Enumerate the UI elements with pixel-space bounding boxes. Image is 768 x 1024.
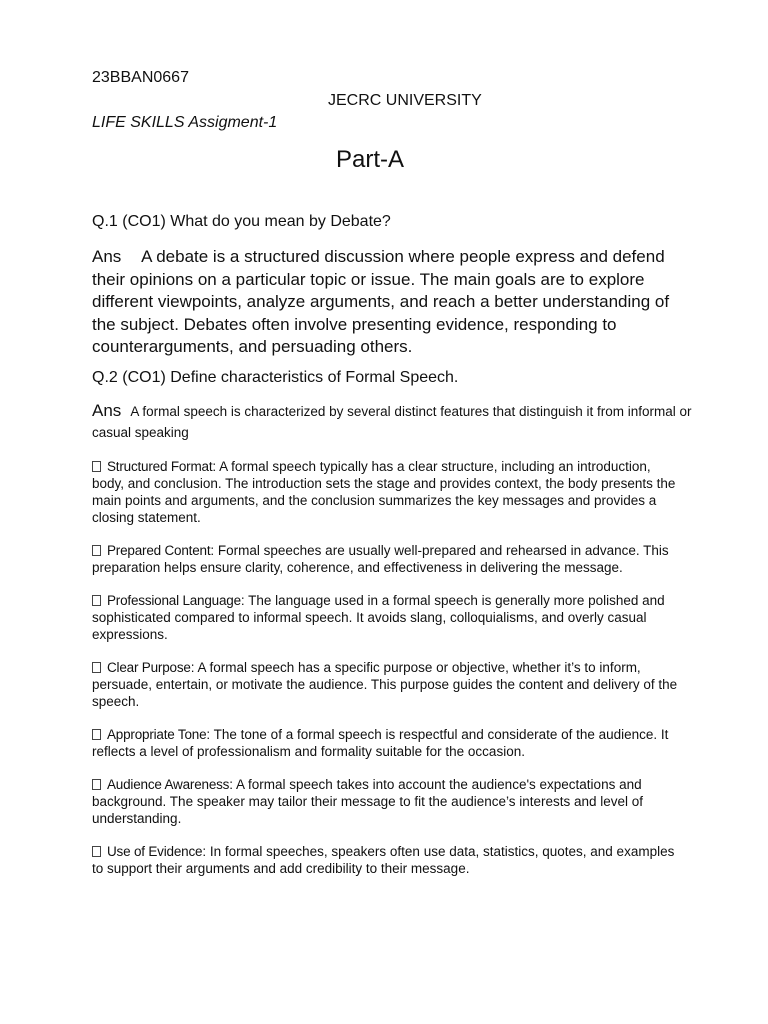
answer-2-intro	[92, 400, 692, 443]
answer-2-label: Ans	[92, 401, 122, 420]
bullet-box-icon	[92, 662, 101, 673]
list-item	[92, 726, 682, 760]
question-2: Q.2 (CO1) Define characteristics of Formal Speech.	[92, 369, 459, 386]
item-term: Structured Format	[107, 459, 213, 474]
item-term: Appropriate Tone	[107, 727, 207, 742]
bullet-box-icon	[92, 595, 101, 606]
item-separator: :	[240, 593, 249, 608]
bullet-box-icon	[92, 461, 101, 472]
item-separator: :	[206, 727, 214, 742]
item-term: Audience Awareness	[107, 777, 230, 792]
item-text: A formal speech typically has a clear structure, including an introduction, body, and conclusion. The introduction sets the stage and provides context, the body presents the main points and arguments, and the conclusion summarizes the key messages and provides a closing statement.	[92, 459, 676, 525]
characteristics-list	[92, 458, 682, 893]
item-term: Use of Evidence	[107, 844, 203, 859]
item-term: Clear Purpose	[107, 660, 191, 675]
item-text: In formal speeches, speakers often use data, statistics, quotes, and examples to support their arguments and add credibility to their message.	[92, 844, 675, 876]
bullet-box-icon	[92, 779, 101, 790]
list-item	[92, 843, 682, 877]
assignment-title: LIFE SKILLS Assigment-1	[92, 114, 278, 131]
item-separator: :	[212, 459, 220, 474]
item-separator: :	[202, 844, 210, 859]
list-item	[92, 542, 682, 576]
bullet-box-icon	[92, 846, 101, 857]
item-text: The tone of a formal speech is respectful and considerate of the audience. It reflects a level of professionalism and formality suitable for the occasion.	[92, 727, 669, 759]
item-text: A formal speech takes into account the audience's expectations and background. The speaker may tailor their message to fit the audience’s interests and level of understanding.	[92, 777, 644, 826]
bullet-box-icon	[92, 729, 101, 740]
answer-1-label: Ans	[92, 247, 122, 266]
list-item	[92, 776, 682, 827]
item-separator: :	[229, 777, 237, 792]
answer-1-text: A debate is a structured discussion where people express and defend their opinions on a particular topic or issue. The main goals are to explore different viewpoints, analyze arguments, and reach a better understanding of the subject. Debates often involve presenting evidence, responding to counterarguments, and persuading others.	[92, 247, 670, 356]
item-term: Prepared Content	[107, 543, 211, 558]
item-separator: :	[210, 543, 218, 558]
part-heading: Part-A	[336, 146, 405, 173]
item-term: Professional Language	[107, 593, 241, 608]
university-name: JECRC UNIVERSITY	[328, 92, 482, 109]
roll-number: 23BBAN0667	[92, 69, 189, 86]
item-separator: :	[190, 660, 198, 675]
answer-2-intro-text: A formal speech is characterized by several distinct features that distinguish it from informal or casual speaking	[92, 404, 692, 440]
bullet-box-icon	[92, 545, 101, 556]
item-text: Formal speeches are usually well-prepared and rehearsed in advance. This preparation helps ensure clarity, coherence, and effectiveness in delivering the message.	[92, 543, 669, 575]
list-item	[92, 458, 682, 526]
answer-1	[92, 246, 682, 359]
list-item	[92, 592, 682, 643]
list-item	[92, 659, 682, 710]
question-1: Q.1 (CO1) What do you mean by Debate?	[92, 213, 391, 230]
item-text: The language used in a formal speech is generally more polished and sophisticated compared to informal speech. It avoids slang, colloquialisms, and overly casual expressions.	[92, 593, 665, 642]
item-text: A formal speech has a specific purpose or objective, whether it’s to inform, persuade, entertain, or motivate the audience. This purpose guides the content and delivery of the speech.	[92, 660, 678, 709]
